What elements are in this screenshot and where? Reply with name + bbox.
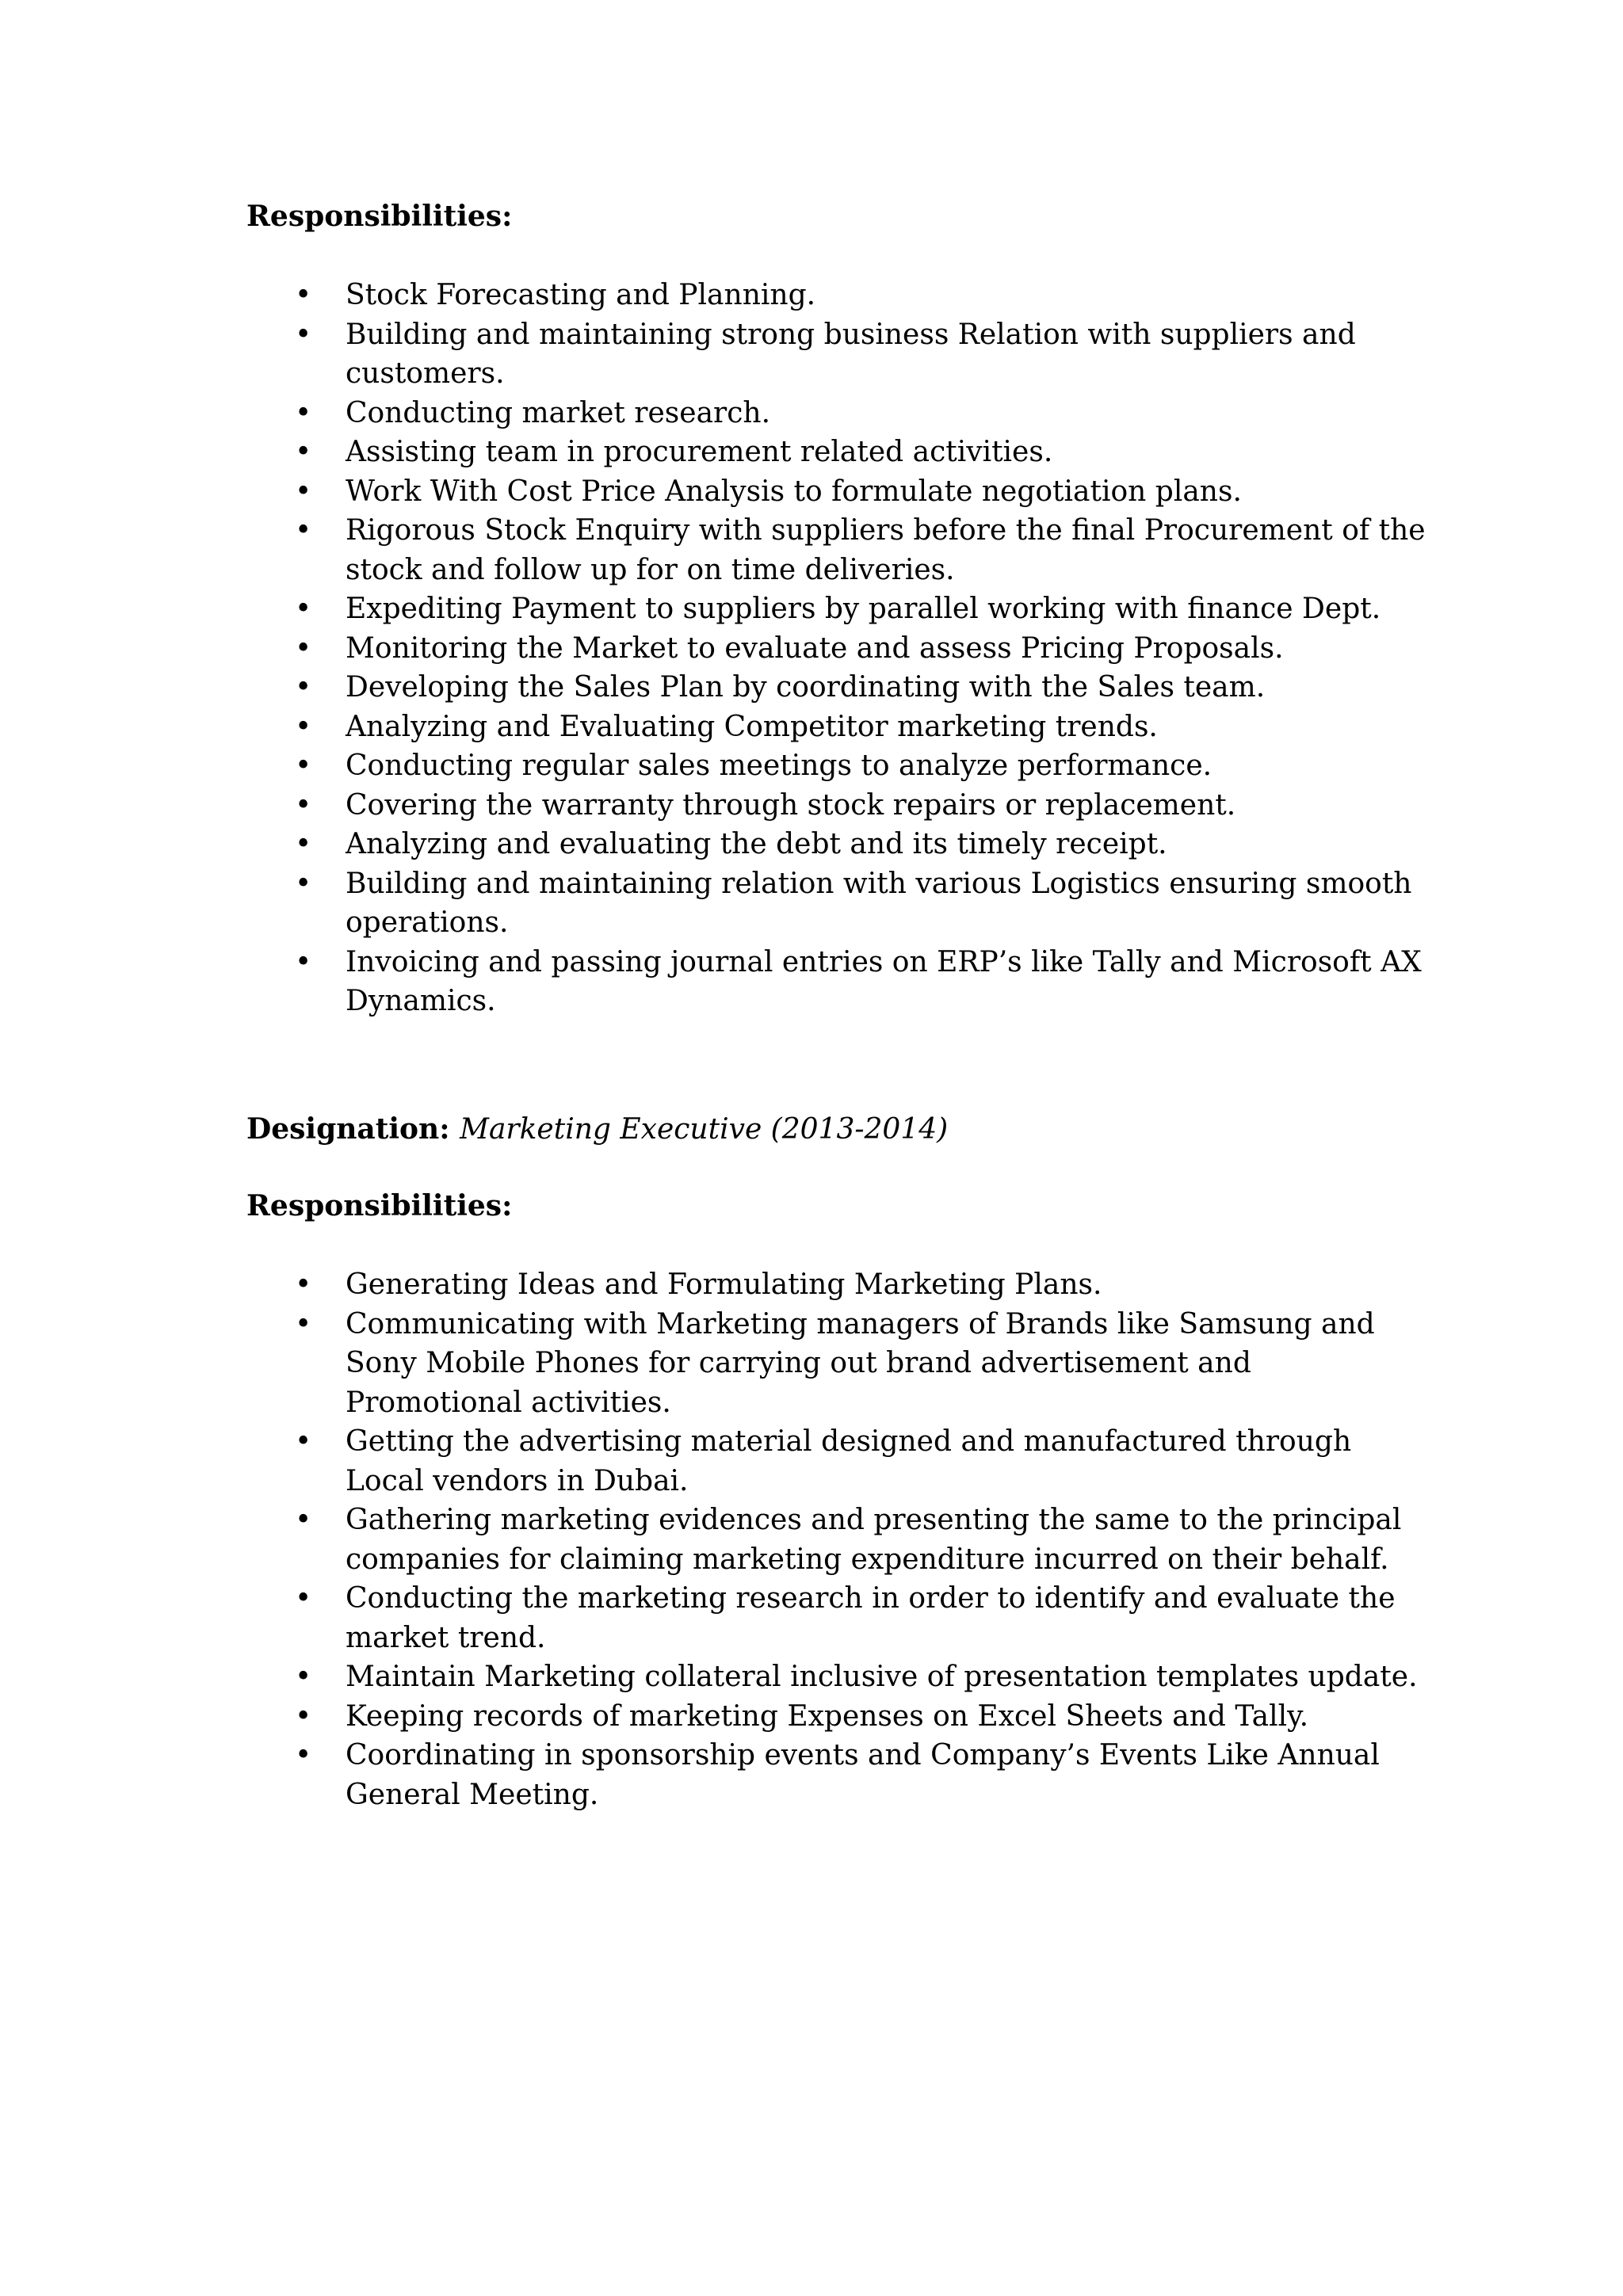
list-item: • Conducting market research. <box>246 394 1435 433</box>
list-item: • Analyzing and Evaluating Competitor marketing trends. <box>246 707 1435 747</box>
list-item: • Monitoring the Market to evaluate and assess Pricing Proposals. <box>246 629 1435 669</box>
list-item: • Rigorous Stock Enquiry with suppliers before the final Procurement of the stock and follow up for on time deliveries. <box>246 511 1435 589</box>
responsibilities-list-1 <box>246 276 1435 1021</box>
list-item: • Getting the advertising material designed and manufactured through Local vendors in Dubai. <box>246 1422 1435 1501</box>
list-item: • Assisting team in procurement related activities. <box>246 433 1435 472</box>
bullet-icon: • <box>295 945 312 978</box>
bullet-icon: • <box>295 279 312 311</box>
bullet-icon: • <box>295 788 312 822</box>
list-item: • Keeping records of marketing Expenses on Excel Sheets and Tally. <box>246 1697 1435 1737</box>
bullet-icon: • <box>295 514 312 547</box>
bullet-icon: • <box>295 1699 312 1733</box>
bullet-icon: • <box>295 749 312 782</box>
responsibilities-heading-1: Responsibilities: <box>246 200 513 233</box>
bullet-icon: • <box>295 828 312 860</box>
list-item: • Work With Cost Price Analysis to formulate negotiation plans. <box>246 472 1435 512</box>
list-item: • Analyzing and evaluating the debt and its timely receipt. <box>246 825 1435 864</box>
bullet-icon: • <box>295 867 312 900</box>
bullet-icon: • <box>295 396 312 429</box>
bullet-icon: • <box>295 1268 312 1301</box>
list-item: • Stock Forecasting and Planning. <box>246 276 1435 315</box>
list-item: • Building and maintaining relation with various Logistics ensuring smooth operations. <box>246 864 1435 943</box>
list-item: • Conducting regular sales meetings to analyze performance. <box>246 746 1435 786</box>
list-item: • Gathering marketing evidences and presenting the same to the principal companies for claiming marketing expenditure incurred on their behalf. <box>246 1501 1435 1579</box>
list-item: • Covering the warranty through stock repairs or replacement. <box>246 786 1435 826</box>
list-item: • Building and maintaining strong business Relation with suppliers and customers. <box>246 315 1435 394</box>
list-item: • Generating Ideas and Formulating Marketing Plans. <box>246 1265 1435 1305</box>
list-item: • Maintain Marketing collateral inclusive of presentation templates update. <box>246 1657 1435 1697</box>
list-item: • Developing the Sales Plan by coordinating with the Sales team. <box>246 668 1435 707</box>
list-item: • Invoicing and passing journal entries on ERP’s like Tally and Microsoft AX Dynamics. <box>246 943 1435 1021</box>
bullet-icon: • <box>295 436 312 468</box>
designation-label: Designation: <box>246 1112 450 1146</box>
bullet-icon: • <box>295 475 312 508</box>
bullet-icon: • <box>295 1504 312 1536</box>
bullet-icon: • <box>295 1739 312 1772</box>
list-item: • Coordinating in sponsorship events and Company’s Events Like Annual General Meeting. <box>246 1736 1435 1814</box>
bullet-icon: • <box>295 671 312 704</box>
list-item: • Conducting the marketing research in order to identify and evaluate the market trend. <box>246 1579 1435 1657</box>
bullet-icon: • <box>295 710 312 743</box>
designation-line <box>246 1109 948 1150</box>
bullet-icon: • <box>295 593 312 625</box>
responsibilities-list-2 <box>246 1265 1435 1814</box>
bullet-icon: • <box>295 1425 312 1458</box>
list-item: • Expediting Payment to suppliers by parallel working with finance Dept. <box>246 589 1435 629</box>
responsibilities-heading-2: Responsibilities: <box>246 1189 513 1222</box>
bullet-icon: • <box>295 1582 312 1615</box>
bullet-icon: • <box>295 1661 312 1693</box>
designation-value: Marketing Executive (2013-2014) <box>460 1113 949 1146</box>
bullet-icon: • <box>295 1307 312 1341</box>
bullet-icon: • <box>295 631 312 665</box>
list-item: • Communicating with Marketing managers of Brands like Samsung and Sony Mobile Phones for carrying out brand advertisement and Promotional activities. <box>246 1305 1435 1423</box>
bullet-icon: • <box>295 318 312 351</box>
